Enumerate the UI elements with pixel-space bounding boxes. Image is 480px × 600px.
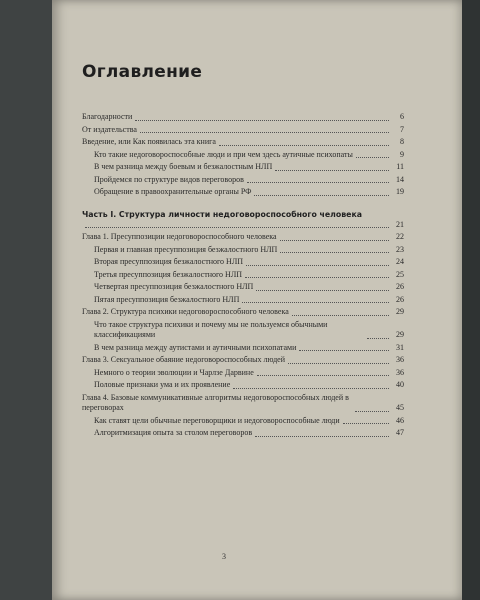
toc-entry-page: 7 — [400, 124, 404, 134]
toc-entry-title: Как ставят цели обычные переговорщики и недоговороспособные люди — [94, 415, 340, 425]
toc-front-matter — [82, 112, 404, 198]
toc-entry — [82, 162, 404, 173]
toc-entry-title: Что такое структура психики и почему мы не пользуемся обычными классификациями — [94, 319, 328, 339]
leader-dots — [256, 289, 389, 291]
part-page-number: 21 — [396, 219, 404, 229]
toc-entry-title: Кто такие недоговороспособные люди и при чем здесь аутичные психопаты — [94, 149, 353, 159]
leader-dots — [219, 144, 389, 146]
leader-dots — [356, 156, 389, 158]
toc-leader — [94, 368, 404, 379]
toc-entry-title: Глава 2. Структура психики недоговороспособного человека — [82, 307, 289, 316]
leader-dots — [135, 119, 389, 121]
toc-entry-page: 36 — [396, 367, 404, 377]
toc-entry-title: В чем разница между боевым и безжалостным НЛП — [94, 162, 273, 171]
toc-entry-title: Третья пресуппозиция безжалостного НЛП — [94, 269, 243, 279]
toc-leader — [94, 380, 404, 391]
toc-entry — [82, 232, 404, 243]
toc-entry-page: 6 — [400, 112, 404, 121]
toc-entry — [82, 137, 404, 148]
toc-entry — [82, 343, 404, 354]
toc-leader — [94, 150, 404, 161]
table-of-contents — [82, 112, 404, 441]
toc-entry-page: 26 — [396, 294, 404, 304]
toc-entry-page: 29 — [396, 307, 404, 316]
toc-entry-title: Введение, или Как появилась эта книга — [82, 137, 216, 146]
toc-entry-title: Благодарности — [82, 112, 133, 121]
toc-entry — [82, 187, 404, 198]
toc-entry-title: Четвертая пресуппозиция безжалостного НЛП — [94, 282, 254, 291]
leader-dots — [257, 374, 389, 376]
toc-entry-page: 24 — [396, 257, 404, 266]
toc-leader — [94, 428, 404, 439]
toc-entry-title: Глава 4. Базовые коммуникативные алгоритмы недоговороспособных людей в переговорах — [82, 392, 349, 412]
toc-leader — [94, 257, 404, 268]
leader-dots — [367, 337, 389, 339]
leader-dots — [280, 251, 389, 253]
leader-dots — [343, 422, 389, 424]
toc-entry — [82, 112, 404, 123]
leader-dots — [255, 435, 389, 437]
toc-leader — [94, 343, 404, 354]
toc-leader — [94, 270, 404, 281]
toc-entry — [82, 428, 404, 439]
toc-entry — [82, 125, 404, 136]
toc-entry-page: 19 — [396, 187, 404, 196]
background-left — [0, 0, 60, 600]
toc-entry-title: Вторая пресуппозиция безжалостного НЛП — [94, 257, 244, 266]
toc-entry-title: Глава 1. Пресуппозиции недоговороспособного человека — [82, 232, 277, 241]
leader-dots — [85, 226, 389, 228]
toc-leader — [94, 320, 404, 341]
toc-entry-page: 36 — [396, 355, 404, 364]
toc-leader — [82, 125, 404, 136]
toc-entry-page: 29 — [396, 330, 404, 339]
leader-dots — [245, 276, 389, 278]
toc-leader — [94, 245, 404, 256]
page-title: Оглавление — [82, 62, 203, 82]
toc-entry-page: 46 — [396, 415, 404, 425]
toc-entry-title: Алгоритмизация опыта за столом переговоров — [94, 428, 253, 437]
toc-entry-title: Первая и главная пресуппозиция безжалостного НЛП — [94, 244, 278, 254]
toc-entry — [82, 416, 404, 427]
leader-dots — [299, 349, 389, 351]
toc-entry-page: 31 — [396, 342, 404, 352]
toc-entry — [82, 175, 404, 186]
toc-entry — [82, 245, 404, 256]
toc-entry — [82, 320, 404, 341]
toc-part-heading — [82, 210, 404, 231]
toc-leader — [82, 220, 404, 231]
toc-entry-title: От издательства — [82, 124, 137, 134]
toc-chapters — [82, 232, 404, 439]
leader-dots — [275, 169, 389, 171]
toc-leader — [82, 232, 404, 243]
leader-dots — [280, 239, 389, 241]
toc-entry-title: Пятая пресуппозиция безжалостного НЛП — [94, 294, 240, 304]
leader-dots — [254, 194, 389, 196]
toc-entry-page: 47 — [396, 428, 404, 437]
leader-dots — [233, 387, 389, 389]
leader-dots — [292, 314, 389, 316]
leader-dots — [140, 131, 389, 133]
toc-entry-page: 14 — [396, 174, 404, 184]
toc-entry-title: Немного о теории эволюции и Чарлзе Дарвине — [94, 367, 254, 377]
toc-entry-page: 25 — [396, 269, 404, 279]
toc-gap — [82, 200, 404, 210]
toc-entry-page: 40 — [396, 380, 404, 389]
toc-entry-title: В чем разница между аутистами и аутичными психопатами — [94, 342, 297, 352]
toc-entry-title: Пройдемся по структуре видов переговоров — [94, 174, 244, 184]
leader-dots — [355, 410, 389, 412]
toc-entry — [82, 257, 404, 268]
toc-entry-page: 26 — [396, 282, 404, 291]
part-title: Часть I. Структура личности недоговороспособного человека — [82, 209, 363, 219]
toc-entry — [82, 295, 404, 306]
toc-entry-page: 9 — [400, 149, 404, 159]
toc-entry-page: 45 — [396, 403, 404, 412]
toc-entry — [82, 282, 404, 293]
toc-leader — [94, 295, 404, 306]
leader-dots — [247, 181, 389, 183]
toc-leader — [94, 187, 404, 198]
toc-leader — [82, 393, 404, 414]
toc-leader — [82, 307, 404, 318]
leader-dots — [288, 362, 389, 364]
leader-dots — [242, 301, 389, 303]
leader-dots — [246, 264, 389, 266]
toc-leader — [82, 112, 404, 123]
toc-entry-page: 8 — [400, 137, 404, 146]
toc-entry-page: 23 — [396, 244, 404, 254]
toc-entry-page: 22 — [396, 232, 404, 241]
toc-leader — [94, 175, 404, 186]
toc-leader — [82, 355, 404, 366]
toc-entry-page: 11 — [396, 162, 404, 171]
toc-leader — [94, 282, 404, 293]
toc-leader — [94, 162, 404, 173]
toc-entry — [82, 270, 404, 281]
toc-entry — [82, 380, 404, 391]
toc-entry — [82, 307, 404, 318]
toc-leader — [94, 416, 404, 427]
toc-entry — [82, 355, 404, 366]
page-number: 3 — [222, 552, 226, 561]
toc-entry — [82, 393, 404, 414]
toc-leader — [82, 137, 404, 148]
toc-entry-title: Обращение в правоохранительные органы РФ — [94, 187, 252, 196]
toc-entry-title: Половые признаки ума и их проявление — [94, 380, 231, 389]
toc-entry-title: Глава 3. Сексуальное обаяние недоговороспособных людей — [82, 355, 285, 364]
toc-entry — [82, 150, 404, 161]
toc-entry — [82, 368, 404, 379]
